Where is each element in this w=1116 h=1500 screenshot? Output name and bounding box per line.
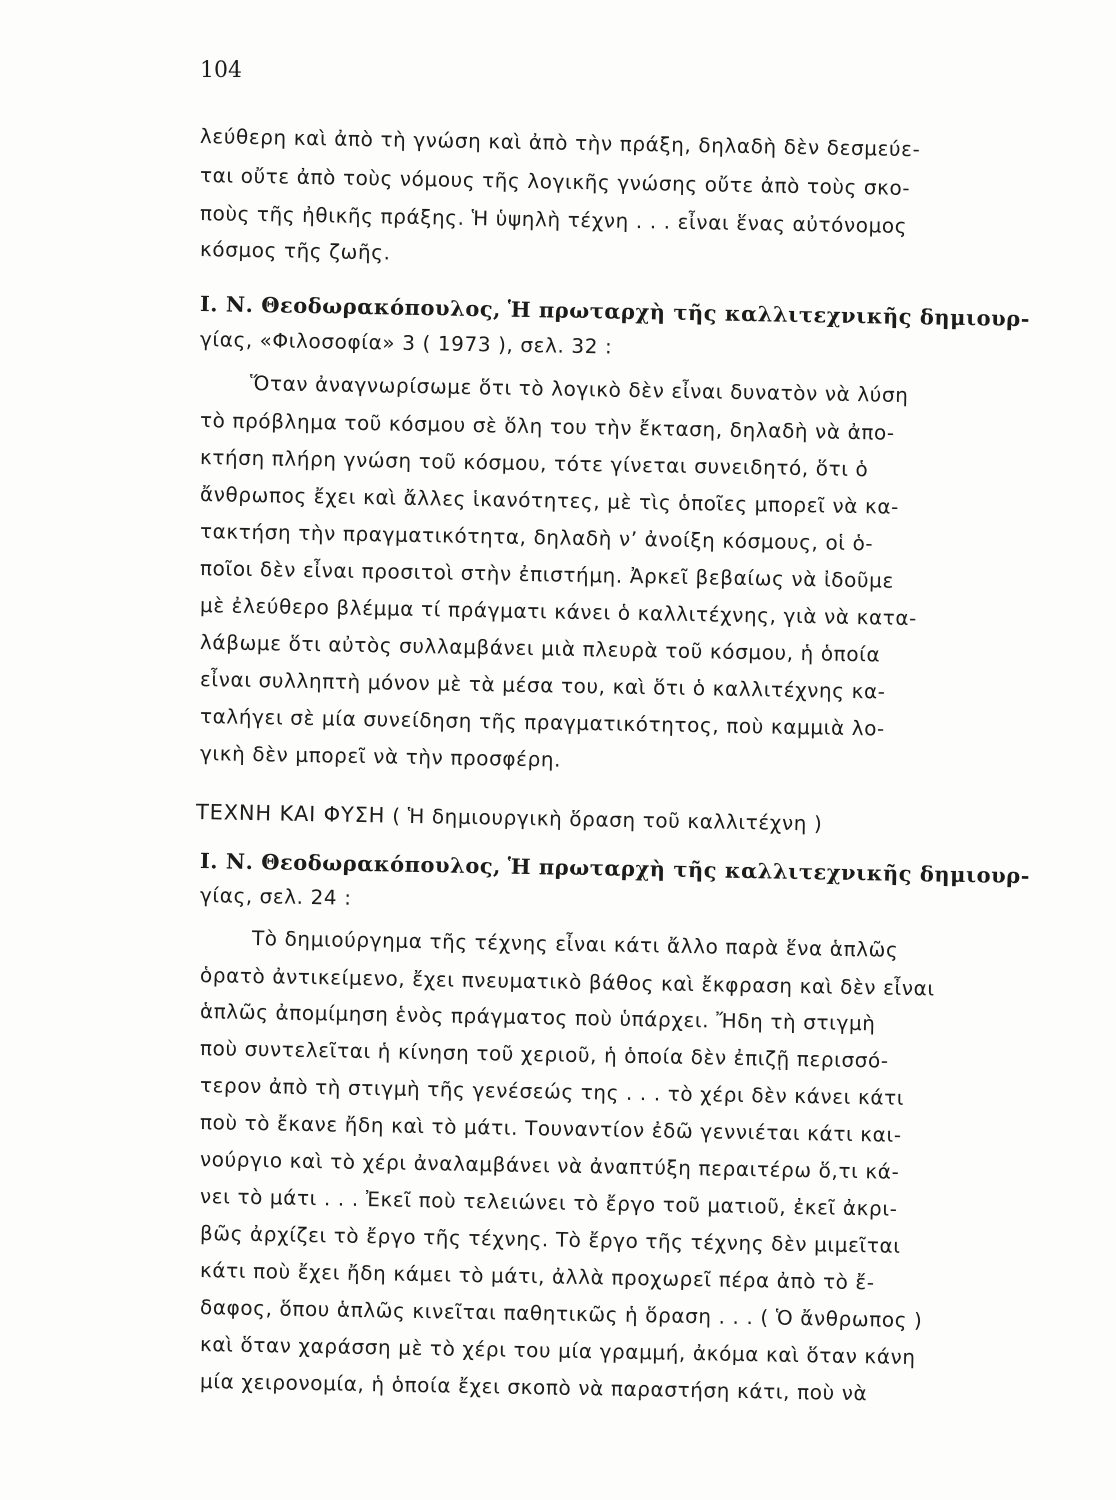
text-line: λεύθερη καὶ ἀπὸ τὴ γνώση καὶ ἀπὸ τὴν πράξη, δηλαδὴ δὲν δεσμεύε-	[199, 124, 921, 162]
citation-heading-cont	[200, 327, 613, 359]
text-line: εἶναι συλληπτὴ μόνον μὲ τὰ μέσα του, καὶ ὅτι ὁ καλλιτέχνης κα-	[199, 667, 886, 704]
text-line: μὲ ἐλεύθερο βλέμμα τί πράγματι κάνει ὁ καλλιτέχνης, γιὰ νὰ κατα-	[199, 593, 918, 631]
text-line: βῶς ἀρχίζει τὸ ἔργο τῆς τέχνης. Τὸ ἔργο τῆς τέχνης δὲν μιμεῖται	[199, 1221, 901, 1258]
text-line: ται οὔτε ἀπὸ τοὺς νόμους τῆς λογικῆς γνώσης οὔτε ἀπὸ τοὺς σκο-	[199, 163, 911, 201]
text-line: ποὺ συντελεῖται ἡ κίνηση τοῦ χεριοῦ, ἡ ὁποία δὲν ἐπιζῇ περισσό-	[199, 1036, 889, 1073]
text-line: Τὸ δημιούργημα τῆς τέχνης εἶναι κάτι ἄλλο παρὰ ἕνα ἁπλῶς	[251, 926, 899, 962]
citation-source: «Φιλοσοφία» 3 ( 1973 ), σελ. 32 :	[259, 328, 613, 359]
citation-work-cont: γίας,	[199, 883, 254, 908]
citation-work: Ἡ πρωταρχὴ τῆς καλλιτεχνικῆς δημιουρ-	[507, 296, 1031, 332]
text-line: κάτι ποὺ ἔχει ἤδη κάμει τὸ μάτι, ἀλλὰ προχωρεῖ πέρα ἀπὸ τὸ ἔ-	[199, 1258, 875, 1295]
text-line: καὶ ὅταν χαράσση μὲ τὸ χέρι του μία γραμμή, ἀκόμα καὶ ὅταν κάνη	[199, 1332, 916, 1370]
page-number: 104	[200, 58, 242, 83]
citation-author: Ι. Ν. Θεοδωρακόπουλος,	[199, 291, 502, 322]
text-line: τακτήση τὴν πραγματικότητα, δηλαδὴ ν’ ἀνοίξη κόσμους, οἱ ὁ-	[199, 519, 874, 556]
text-line: μία χειρονομία, ἡ ὁποία ἔχει σκοπὸ νὰ παραστήση κάτι, ποὺ νὰ	[199, 1369, 868, 1406]
text-line: ὁρατὸ ἀντικείμενο, ἔχει πνευματικὸ βάθος καὶ ἔκφραση καὶ δὲν εἶναι	[199, 963, 936, 1001]
text-line: τὸ πρόβλημα τοῦ κόσμου σὲ ὅλη του τὴν ἔκταση, δηλαδὴ νὰ ἀπο-	[199, 408, 895, 445]
citation-source: σελ. 24 :	[259, 884, 352, 910]
text-line: Ὅταν ἀναγνωρίσωμε ὅτι τὸ λογικὸ δὲν εἶναι δυνατὸν νὰ λύση	[249, 371, 909, 408]
text-line: κτήση πλήρη γνώση τοῦ κόσμου, τότε γίνεται συνειδητό, ὅτι ὁ	[199, 445, 869, 482]
citation-heading-cont	[200, 883, 352, 910]
text-line: τερον ἀπὸ τὴ στιγμὴ τῆς γενέσεώς της . . . τὸ χέρι δὲν κάνει κάτι	[199, 1073, 905, 1110]
text-line: νούργιο καὶ τὸ χέρι ἀναλαμβάνει νὰ ἀναπτύξη περαιτέρω ὅ,τι κά-	[199, 1147, 900, 1184]
text-line: ἁπλῶς ἀπομίμηση ἑνὸς πράγματος ποὺ ὑπάρχει. Ἤδη τὴ στιγμὴ	[199, 999, 876, 1036]
citation-heading	[200, 291, 1030, 331]
text-line: δαφος, ὅπου ἁπλῶς κινεῖται παθητικῶς ἡ ὅραση . . . ( Ὁ ἄνθρωπος )	[199, 1295, 923, 1333]
text-line: ποὺ τὸ ἔκανε ἤδη καὶ τὸ μάτι. Τουναντίον ἐδῶ γεννιέται κάτι και-	[199, 1110, 902, 1147]
citation-work: Ἡ πρωταρχὴ τῆς καλλιτεχνικῆς δημιουρ-	[507, 853, 1031, 889]
text-line: ποὺς τῆς ἠθικῆς πράξης. Ἡ ὑψηλὴ τέχνη . . . εἶναι ἕνας αὐτόνομος	[199, 201, 908, 238]
section-title: ΤΕΧΝΗ ΚΑΙ ΦΥΣΗ	[195, 800, 386, 828]
text-line: ἄνθρωπος ἔχει καὶ ἄλλες ἱκανότητες, μὲ τὶς ὁποῖες μπορεῖ νὰ κα-	[199, 482, 900, 519]
section-subtitle: ( Ἡ δημιουργικὴ ὅραση τοῦ καλλιτέχνη )	[391, 803, 823, 836]
text-line: νει τὸ μάτι . . . Ἐκεῖ ποὺ τελειώνει τὸ ἔργο τοῦ ματιοῦ, ἐκεῖ ἀκρι-	[199, 1184, 898, 1221]
citation-author: Ι. Ν. Θεοδωρακόπουλος,	[199, 848, 502, 879]
citation-heading	[200, 848, 1030, 888]
text-line: ποῖοι δὲν εἶναι προσιτοὶ στὴν ἐπιστήμη. Ἀρκεῖ βεβαίως νὰ ἰδοῦμε	[199, 556, 895, 593]
text-line: λάβωμε ὅτι αὐτὸς συλλαμβάνει μιὰ πλευρὰ τοῦ κόσμου, ἡ ὁποία	[199, 630, 881, 667]
text-line: κόσμος τῆς ζωῆς.	[199, 237, 391, 265]
section-heading	[196, 800, 823, 835]
text-line: ταλήγει σὲ μία συνείδηση τῆς πραγματικότητος, ποὺ καμμιὰ λο-	[199, 704, 886, 741]
citation-work-cont: γίας,	[199, 327, 254, 352]
text-line: γικὴ δὲν μπορεῖ νὰ τὴν προσφέρη.	[199, 741, 562, 772]
